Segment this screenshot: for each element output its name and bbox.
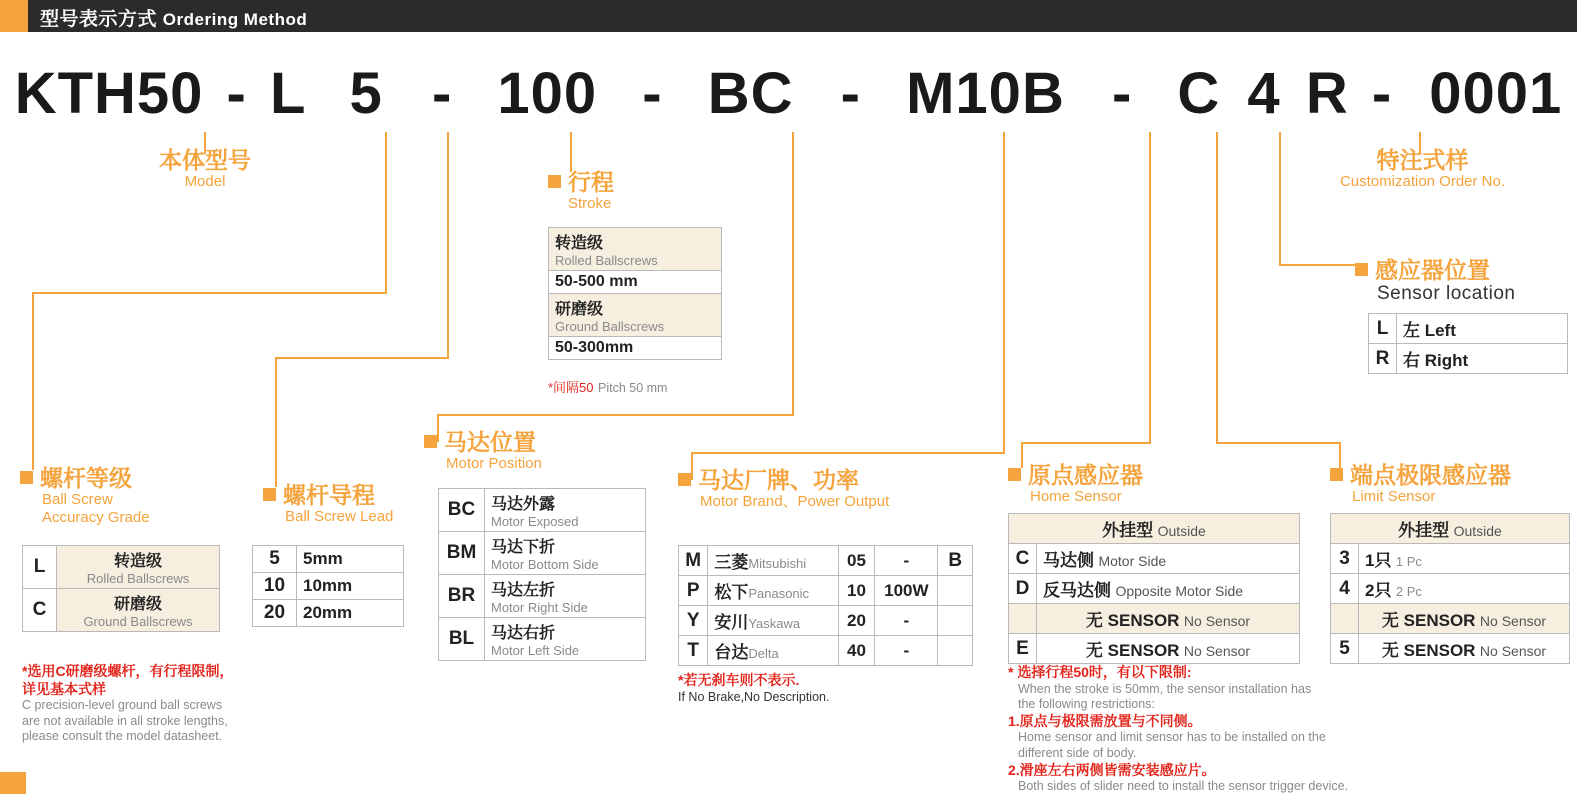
- leader-home-sensor-vert1: [1149, 132, 1151, 442]
- table-row: [1369, 314, 1568, 344]
- limit-sensor-code-4: 4: [1331, 574, 1359, 604]
- block-lead-title-cn: 螺杆导程: [283, 482, 375, 508]
- motor-brake-code-b: B: [938, 546, 973, 576]
- home-sensor-code-empty: [1009, 604, 1037, 634]
- code-dash-4: -: [840, 61, 861, 126]
- accuracy-label-c-cn: 研磨级: [113, 596, 162, 613]
- table-row: [1331, 604, 1570, 634]
- accuracy-note: [22, 663, 234, 745]
- motor-position-table: [438, 488, 646, 661]
- block-ball-screw-lead: [263, 483, 393, 526]
- block-accuracy-title-cn: 螺杆等级: [40, 465, 132, 491]
- table-row: [23, 546, 220, 589]
- table-row: [439, 618, 646, 661]
- motor-brand-table: [678, 545, 973, 666]
- limit-sensor-code-empty: [1331, 604, 1359, 634]
- table-row: [1331, 514, 1570, 544]
- block-model-title-en: Model: [184, 173, 226, 191]
- block-custom-title-en: Customization Order No.: [1339, 173, 1506, 191]
- block-motor-position: [424, 430, 542, 473]
- table-row: [679, 546, 973, 576]
- block-stroke-title-en: Stroke: [568, 195, 612, 213]
- motor-power-value-10: [875, 576, 938, 606]
- limit-sensor-label-5-cn: 无 SENSOR: [1381, 641, 1476, 660]
- footer-accent-mark: [0, 772, 26, 794]
- lead-code-5: 5: [253, 546, 297, 573]
- code-part-limit-sensor: 4: [1247, 61, 1281, 126]
- limit-sensor-label-4-cn: 2只: [1365, 581, 1392, 600]
- home-sensor-label-d-en: Opposite Motor Side: [1115, 583, 1244, 599]
- lead-value-10-text: 10mm: [303, 576, 353, 595]
- page-title-en: Ordering Method: [162, 10, 308, 29]
- home-sensor-label-c-cn: 马达侧: [1043, 551, 1094, 570]
- leader-sensor-loc-vert1: [1279, 132, 1281, 264]
- home-sensor-label-none: [1037, 604, 1300, 634]
- bullet-square-icon: [1355, 263, 1368, 276]
- stroke-rolled-range: [549, 271, 722, 294]
- bullet-square-icon: [548, 175, 561, 188]
- code-dash-5: -: [1111, 61, 1133, 126]
- block-limit-sensor-title-en: Limit Sensor: [1352, 488, 1436, 506]
- block-customization: [1315, 148, 1530, 191]
- table-row: [549, 337, 722, 360]
- motor-pos-label-bc-en: Motor Exposed: [491, 514, 579, 529]
- block-motor-brand-title-en: Motor Brand、Power Output: [700, 493, 890, 511]
- code-dash-3: -: [642, 61, 663, 126]
- motor-pos-code-bl: BL: [439, 618, 485, 661]
- code-part-accuracy: L: [269, 61, 307, 126]
- code-part-sensor-location: R: [1305, 61, 1349, 126]
- leader-stroke-vert: [570, 132, 572, 172]
- table-row: [253, 573, 404, 600]
- home-sensor-header-cn: 外挂型: [1102, 521, 1154, 540]
- leader-limit-sensor-vert1: [1216, 132, 1218, 442]
- motor-brand-code-t: T: [679, 636, 708, 666]
- motor-brand-name-t: [708, 636, 838, 666]
- bullet-square-icon: [20, 471, 33, 484]
- motor-pos-label-br: [485, 575, 646, 618]
- block-sensor-loc-title-cn: 感应器位置: [1375, 257, 1490, 283]
- home-sensor-label-d: [1037, 574, 1300, 604]
- sensor-loc-label-l: [1397, 314, 1568, 344]
- block-lead-title-en: Ball Screw Lead: [285, 508, 394, 526]
- accuracy-note-gray-3: please consult the model datasheet.: [22, 729, 223, 744]
- accuracy-note-red-1: *选用C研磨级螺杆，有行程限制，: [22, 663, 234, 679]
- leader-motor-pos-horz: [437, 414, 794, 416]
- home-sensor-code-c: C: [1009, 544, 1037, 574]
- table-row: [253, 600, 404, 627]
- limit-sensor-label-4-en: 2 Pc: [1395, 584, 1422, 599]
- accuracy-note-red-2: 详见基本式样: [22, 680, 106, 697]
- block-home-sensor: [1008, 463, 1143, 506]
- motor-brake-empty-3: [938, 636, 973, 666]
- model-code-line: [0, 60, 1577, 127]
- home-sensor-note-6: 2.滑座左右两侧皆需安装感应片。: [1008, 761, 1216, 778]
- block-home-sensor-title-en: Home Sensor: [1030, 488, 1122, 506]
- leader-lead-vert1: [447, 132, 449, 357]
- home-sensor-label-c-en: Motor Side: [1098, 553, 1167, 569]
- stroke-rolled-range-text: 50-500 mm: [555, 273, 638, 290]
- code-part-stroke: 100: [497, 61, 598, 126]
- block-custom-title-cn: 特注式样: [1376, 147, 1469, 173]
- motor-power-value-10-text: 100W: [884, 580, 929, 600]
- leader-lead-vert2: [275, 357, 277, 487]
- motor-brand-name-p: [708, 576, 838, 606]
- lead-value-5: [297, 546, 404, 573]
- code-dash-6: -: [1371, 61, 1393, 126]
- accuracy-label-c: [57, 589, 220, 632]
- lead-table: [252, 545, 404, 627]
- stroke-ground-cn: 研磨级: [555, 301, 604, 318]
- block-stroke: [548, 170, 614, 213]
- block-limit-sensor-title-cn: 端点极限感应器: [1350, 462, 1511, 488]
- motor-power-value-05: [875, 546, 938, 576]
- motor-brake-empty-2: [938, 606, 973, 636]
- leader-motor-brand-horz: [691, 452, 1005, 454]
- block-model-title-cn: 本体型号: [159, 147, 251, 173]
- table-row: [1331, 574, 1570, 604]
- limit-sensor-label-none-cn: 无 SENSOR: [1381, 611, 1476, 630]
- table-row: [1331, 544, 1570, 574]
- home-sensor-label-e-cn: 无 SENSOR: [1085, 641, 1180, 660]
- leader-limit-sensor-horz: [1216, 442, 1341, 444]
- block-model: [120, 148, 290, 191]
- block-motor-pos-title-en: Motor Position: [446, 455, 542, 473]
- motor-pos-label-br-en: Motor Right Side: [491, 600, 588, 615]
- home-sensor-label-none-cn: 无 SENSOR: [1085, 611, 1180, 630]
- block-home-sensor-title-cn: 原点感应器: [1028, 462, 1143, 488]
- table-row: [23, 589, 220, 632]
- motor-power-value-20-text: -: [903, 610, 910, 630]
- motor-brand-code-m: M: [679, 546, 708, 576]
- code-part-home-sensor: C: [1177, 61, 1221, 126]
- sensor-loc-label-r-text: 右 Right: [1403, 351, 1469, 370]
- page-title: [40, 4, 307, 31]
- motor-brand-name-p-en: Panasonic: [748, 586, 810, 601]
- lead-value-5-text: 5mm: [303, 549, 343, 568]
- block-accuracy-title-en1: Ball Screw: [42, 491, 113, 509]
- sensor-location-table: [1368, 313, 1568, 374]
- home-sensor-note-4: Home sensor and limit sensor has to be installed on the: [1018, 730, 1326, 745]
- motor-power-value-40: [875, 636, 938, 666]
- code-dash-1: -: [226, 61, 247, 126]
- code-part-lead: 5: [349, 61, 383, 126]
- bullet-square-icon: [678, 473, 691, 486]
- motor-power-value-20: [875, 606, 938, 636]
- motor-brand-note-red: *若无刹车则不表示.: [678, 672, 800, 688]
- page-header: [0, 0, 1577, 32]
- accuracy-label-l-cn: 转造级: [113, 553, 162, 570]
- code-dash-2: -: [431, 61, 453, 126]
- accuracy-label-c-en: Ground Ballscrews: [83, 614, 193, 629]
- home-sensor-label-d-cn: 反马达侧: [1043, 581, 1111, 600]
- code-part-model: KTH50: [14, 61, 204, 126]
- table-row: [1009, 514, 1300, 544]
- motor-power-code-10: 10: [838, 576, 875, 606]
- table-row: [549, 228, 722, 271]
- leader-home-sensor-horz: [1021, 442, 1151, 444]
- block-accuracy-grade: [20, 466, 150, 527]
- stroke-note: [548, 378, 667, 398]
- motor-brand-name-m-en: Mitsubishi: [748, 556, 807, 571]
- lead-code-10: 10: [253, 573, 297, 600]
- table-row: [1009, 544, 1300, 574]
- motor-brake-empty-1: [938, 576, 973, 606]
- table-row: [1009, 574, 1300, 604]
- motor-brand-name-p-cn: 松下: [714, 583, 749, 602]
- motor-power-value-05-text: -: [903, 550, 910, 570]
- stroke-rolled-en: Rolled Ballscrews: [555, 253, 658, 268]
- table-row: [439, 575, 646, 618]
- motor-pos-code-bc: BC: [439, 489, 485, 532]
- block-motor-pos-title-cn: 马达位置: [444, 429, 536, 455]
- limit-sensor-header-cn: 外挂型: [1398, 521, 1450, 540]
- home-sensor-header-en: Outside: [1157, 523, 1206, 539]
- limit-sensor-label-3-en: 1 Pc: [1395, 554, 1422, 569]
- motor-brand-note: [678, 672, 829, 705]
- motor-brand-name-y: [708, 606, 838, 636]
- motor-pos-label-bc: [485, 489, 646, 532]
- stroke-ground-range-text: 50-300mm: [555, 339, 634, 356]
- limit-sensor-label-5-en: No Sensor: [1479, 643, 1547, 659]
- code-part-motor-brand: M10B: [906, 61, 1065, 126]
- code-part-motor-position: BC: [707, 61, 794, 126]
- motor-brand-name-y-en: Yaskawa: [748, 616, 801, 631]
- motor-brand-name-t-cn: 台达: [714, 643, 749, 662]
- table-row: [679, 636, 973, 666]
- leader-motor-pos-vert1: [792, 132, 794, 414]
- home-sensor-note-2: the following restrictions:: [1018, 697, 1155, 712]
- block-motor-brand: [678, 468, 889, 511]
- motor-brand-name-m: [708, 546, 838, 576]
- limit-sensor-label-none-en: No Sensor: [1479, 613, 1547, 629]
- limit-sensor-label-none: [1359, 604, 1570, 634]
- stroke-ground-range: [549, 337, 722, 360]
- stroke-rolled-cell: [549, 228, 722, 271]
- block-motor-brand-title-cn: 马达厂牌、功率: [698, 467, 859, 493]
- lead-code-20: 20: [253, 600, 297, 627]
- accuracy-note-gray-1: C precision-level ground ball screws: [22, 698, 223, 712]
- home-sensor-label-e-en: No Sensor: [1183, 643, 1251, 659]
- motor-pos-label-bm-cn: 马达下折: [491, 539, 556, 556]
- motor-pos-label-bl-cn: 马达右折: [491, 625, 556, 642]
- lead-value-10: [297, 573, 404, 600]
- table-row: [549, 294, 722, 337]
- accuracy-label-l-en: Rolled Ballscrews: [86, 571, 190, 586]
- motor-brand-code-p: P: [679, 576, 708, 606]
- block-sensor-loc-title-en: Sensor location: [1377, 283, 1516, 305]
- limit-sensor-header-en: Outside: [1453, 523, 1502, 539]
- motor-brand-name-y-cn: 安川: [714, 613, 749, 632]
- table-row: [439, 489, 646, 532]
- motor-power-code-40: 40: [838, 636, 875, 666]
- home-sensor-table: [1008, 513, 1300, 664]
- sensor-loc-label-l-text: 左 Left: [1403, 321, 1456, 340]
- limit-sensor-label-3-cn: 1只: [1365, 551, 1392, 570]
- bullet-square-icon: [1330, 468, 1343, 481]
- limit-sensor-label-3: [1359, 544, 1570, 574]
- sensor-loc-code-r: R: [1369, 344, 1397, 374]
- bullet-square-icon: [263, 488, 276, 501]
- home-sensor-header: [1009, 514, 1300, 544]
- limit-sensor-label-4: [1359, 574, 1570, 604]
- block-limit-sensor: [1330, 463, 1511, 506]
- sensor-loc-label-r: [1397, 344, 1568, 374]
- home-sensor-code-e: E: [1009, 634, 1037, 664]
- leader-accuracy-vert2: [32, 292, 34, 470]
- accuracy-code-c: C: [23, 589, 57, 632]
- table-row: [439, 532, 646, 575]
- motor-power-code-05: 05: [838, 546, 875, 576]
- table-row: [1331, 634, 1570, 664]
- leader-lead-horz: [275, 357, 449, 359]
- block-stroke-title-cn: 行程: [568, 169, 614, 195]
- accuracy-code-l: L: [23, 546, 57, 589]
- table-row: [679, 606, 973, 636]
- table-row: [253, 546, 404, 573]
- motor-brand-code-y: Y: [679, 606, 708, 636]
- home-sensor-code-d: D: [1009, 574, 1037, 604]
- stroke-ground-en: Ground Ballscrews: [555, 319, 665, 334]
- motor-power-value-40-text: -: [903, 640, 910, 660]
- sensor-loc-code-l: L: [1369, 314, 1397, 344]
- bullet-square-icon: [1008, 468, 1021, 481]
- home-sensor-note-0: * 选择行程50时，有以下限制:: [1008, 664, 1192, 680]
- home-sensor-note-3: 1.原点与极限需放置与不同侧。: [1008, 712, 1202, 729]
- table-row: [1369, 344, 1568, 374]
- motor-brand-name-t-en: Delta: [748, 646, 779, 661]
- limit-sensor-header: [1331, 514, 1570, 544]
- leader-accuracy-horz: [32, 292, 387, 294]
- home-sensor-label-c: [1037, 544, 1300, 574]
- motor-pos-label-br-cn: 马达左折: [491, 582, 556, 599]
- home-sensor-notes: [1008, 664, 1348, 795]
- table-row: [1009, 634, 1300, 664]
- limit-sensor-table: [1330, 513, 1570, 664]
- home-sensor-label-none-en: No Sensor: [1183, 613, 1251, 629]
- block-sensor-location: [1355, 258, 1515, 305]
- table-row: [679, 576, 973, 606]
- table-row: [549, 271, 722, 294]
- accuracy-table: [22, 545, 220, 632]
- leader-sensor-loc-horz: [1279, 264, 1361, 266]
- leader-motor-brand-vert1: [1003, 132, 1005, 452]
- lead-value-20-text: 20mm: [303, 603, 353, 622]
- stroke-note-gray: Pitch 50 mm: [597, 381, 668, 395]
- stroke-rolled-cn: 转造级: [555, 235, 604, 252]
- stroke-note-red: *间隔50: [548, 380, 594, 395]
- motor-pos-label-bm: [485, 532, 646, 575]
- motor-brand-name-m-cn: 三菱: [714, 553, 749, 572]
- motor-brand-note-en: If No Brake,No Description.: [678, 689, 830, 704]
- stroke-table: [548, 227, 722, 360]
- code-part-custom: 0001: [1429, 61, 1563, 126]
- motor-pos-code-bm: BM: [439, 532, 485, 575]
- motor-power-code-20: 20: [838, 606, 875, 636]
- home-sensor-note-1: When the stroke is 50mm, the sensor installation has: [1018, 681, 1312, 696]
- motor-pos-label-bm-en: Motor Bottom Side: [491, 557, 599, 572]
- bullet-square-icon: [424, 435, 437, 448]
- limit-sensor-code-5: 5: [1331, 634, 1359, 664]
- stroke-ground-cell: [549, 294, 722, 337]
- limit-sensor-code-3: 3: [1331, 544, 1359, 574]
- home-sensor-label-e: [1037, 634, 1300, 664]
- accuracy-note-gray-2: are not available in all stroke lengths,: [22, 713, 228, 728]
- motor-pos-code-br: BR: [439, 575, 485, 618]
- page-title-cn: 型号表示方式: [40, 9, 158, 30]
- motor-pos-label-bc-cn: 马达外露: [491, 496, 556, 513]
- lead-value-20: [297, 600, 404, 627]
- header-accent-tab: [0, 0, 28, 32]
- home-sensor-note-7: Both sides of slider need to install the sensor trigger device.: [1018, 779, 1349, 793]
- block-accuracy-title-en2: Accuracy Grade: [42, 509, 150, 527]
- leader-accuracy-vert1: [385, 132, 387, 292]
- limit-sensor-label-5: [1359, 634, 1570, 664]
- motor-pos-label-bl: [485, 618, 646, 661]
- accuracy-label-l: [57, 546, 220, 589]
- motor-pos-label-bl-en: Motor Left Side: [491, 643, 580, 658]
- home-sensor-note-5: different side of body.: [1018, 745, 1137, 760]
- table-row: [1009, 604, 1300, 634]
